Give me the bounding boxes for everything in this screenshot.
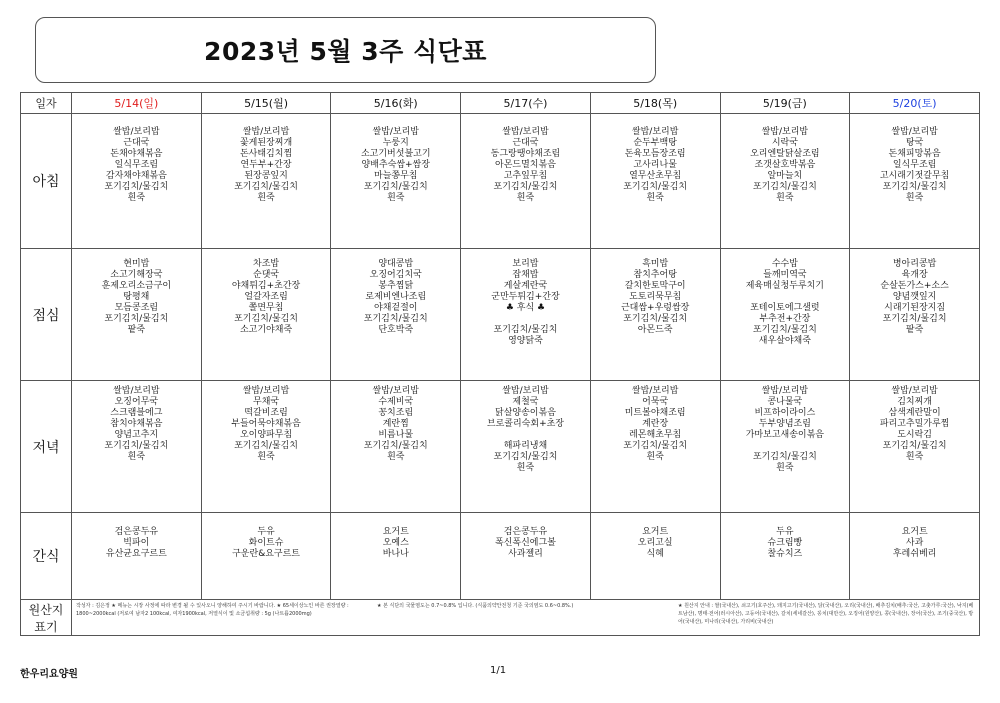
dish-item: 떡갈비조림 xyxy=(244,408,288,418)
dish-item: 오예스 xyxy=(382,538,409,548)
dish-item: 포기김치/물김치 xyxy=(363,182,428,192)
day-header-wed: 5/17(수) xyxy=(461,93,591,114)
day-header-fri: 5/19(금) xyxy=(720,93,850,114)
dish-item: 쌀밥/보리밥 xyxy=(113,386,160,396)
dish-item: 소고기해장국 xyxy=(110,270,163,280)
dish-item: 두유 xyxy=(257,527,275,537)
meal-cell xyxy=(331,249,461,381)
dish-item: 어묵국 xyxy=(642,397,669,407)
dish-item: 돈사태김치찜 xyxy=(239,149,293,159)
dish-list xyxy=(331,513,460,560)
dish-item: 소고기야채죽 xyxy=(239,325,293,335)
dish-item: 포기김치/물김치 xyxy=(234,441,298,451)
dish-item: 쌀밥/보리밥 xyxy=(502,386,549,396)
origin-row xyxy=(21,600,980,636)
meal-cell xyxy=(720,114,850,249)
dish-item: 식혜 xyxy=(646,549,664,559)
meal-row-breakfast xyxy=(21,114,980,249)
meal-cell xyxy=(461,114,591,249)
dish-item: 흰죽 xyxy=(776,463,794,473)
page-title: 2023년 5월 3주 식단표 xyxy=(204,37,487,66)
dish-item: 닭살양송이볶음 xyxy=(495,408,556,418)
dish-item: 후레쉬베리 xyxy=(892,549,937,559)
dish-item: 돈채야채볶음 xyxy=(110,149,163,159)
day-header-sun: 5/14(일) xyxy=(72,93,202,114)
dish-list xyxy=(591,513,720,560)
dish-item: 찰슈치즈 xyxy=(767,549,803,559)
dish-item: 동그랑땡야채조림 xyxy=(490,149,561,159)
dish-item: 시래기된장지짐 xyxy=(884,303,946,313)
dish-item: 탕국 xyxy=(905,138,924,148)
dish-item: 김치찌개 xyxy=(897,397,932,407)
dish-item: 차조밥 xyxy=(253,259,280,269)
dish-item: 게살계란국 xyxy=(503,281,548,291)
dish-item: 고사리나물 xyxy=(633,160,677,170)
dish-item: 포기김치/물김치 xyxy=(882,314,947,324)
dish-item: 부들어묵야채볶음 xyxy=(231,419,301,429)
dish-item: 근대국 xyxy=(123,138,150,148)
dish-item: 포기김치/물김치 xyxy=(623,314,688,324)
dish-item: 포기김치/물김치 xyxy=(234,182,298,192)
dish-item: 고추잎무침 xyxy=(503,171,548,181)
dish-list xyxy=(850,114,979,204)
day-header-tue: 5/16(화) xyxy=(331,93,461,114)
dish-item: 근대국 xyxy=(512,138,539,148)
dish-item: 흰죽 xyxy=(127,193,146,203)
dish-item: 양념깻잎지 xyxy=(892,292,937,302)
dish-list xyxy=(461,249,590,347)
dish-item: 포기김치/물김치 xyxy=(882,441,947,451)
dish-list xyxy=(721,513,850,560)
dish-item: 팥죽 xyxy=(127,325,146,335)
dish-item: 해파리냉채 xyxy=(503,441,548,451)
meal-cell xyxy=(201,249,331,381)
meal-label-lunch: 점심 xyxy=(21,249,72,381)
dish-item: 흰죽 xyxy=(127,452,146,462)
dish-list xyxy=(850,381,979,463)
dish-item: 제철국 xyxy=(512,397,539,407)
dish-item: 감자채야채볶음 xyxy=(105,171,167,181)
dish-list xyxy=(202,513,331,560)
dish-item: 쌀밥/보리밥 xyxy=(761,127,809,137)
dish-list xyxy=(202,114,331,204)
dish-item: 단호박죽 xyxy=(378,325,414,335)
dish-list xyxy=(331,381,460,463)
dish-item: 포기김치/물김치 xyxy=(363,441,428,451)
dish-item: 수수밥 xyxy=(771,259,798,269)
dish-item: 오이양파무침 xyxy=(239,430,293,440)
dish-item: 가마보고새송이볶음 xyxy=(745,430,824,440)
dish-item: 야채겉절이 xyxy=(374,303,418,313)
dish-item: 검은콩두유 xyxy=(114,527,159,537)
dish-item: 콩나물국 xyxy=(767,397,803,407)
dish-list xyxy=(591,114,720,204)
dish-item: 흰죽 xyxy=(257,193,275,203)
page-footer xyxy=(0,665,1000,685)
meal-cell xyxy=(331,381,461,513)
meal-cell xyxy=(720,249,850,381)
date-header-row xyxy=(21,93,980,114)
dish-list xyxy=(721,114,850,204)
dish-item: 순댓국 xyxy=(253,270,280,280)
dish-item: 조갯살호박볶음 xyxy=(754,160,816,170)
dish-item: 쌀밥/보리밥 xyxy=(242,386,290,396)
dish-item xyxy=(461,314,590,325)
dish-item: 아몬드죽 xyxy=(637,325,673,335)
dish-item: 군만두튀김+간장 xyxy=(491,292,560,302)
meal-row-dinner xyxy=(21,381,980,513)
dish-item: 오징어김치국 xyxy=(369,270,422,280)
meal-cell xyxy=(850,114,980,249)
dish-item: 쌀밥/보리밥 xyxy=(761,386,809,396)
dish-item: 모듬콩조림 xyxy=(114,303,159,313)
dish-item: 양배추숙쌈+쌈장 xyxy=(361,160,430,170)
dish-item: 화이트슈 xyxy=(248,538,284,548)
meal-cell xyxy=(590,381,720,513)
dish-item: 포기김치/물김치 xyxy=(752,325,817,335)
dish-item: 훈제오리소금구이 xyxy=(101,281,172,291)
dish-item: 봉추찜닭 xyxy=(378,281,414,291)
dish-item: 쌀밥/보리밥 xyxy=(242,127,290,137)
dish-item: 근대쌈+우렁쌈장 xyxy=(620,303,690,313)
dish-item: 된장콩잎지 xyxy=(244,171,288,181)
dish-item: 포기김치/물김치 xyxy=(104,441,169,451)
dish-item: 보리밥 xyxy=(512,259,539,269)
dish-list xyxy=(202,249,331,336)
dish-item: 쌀밥/보리밥 xyxy=(891,386,938,396)
meal-cell xyxy=(72,114,202,249)
dish-item: 오리고실 xyxy=(637,538,673,548)
day-header-sat: 5/20(토) xyxy=(850,93,980,114)
dish-item: 미트볼야채조림 xyxy=(624,408,686,418)
dish-item: 포기김치/물김치 xyxy=(752,182,817,192)
dish-item: 바나나 xyxy=(382,549,409,559)
dish-item: 포기김치/물김치 xyxy=(104,314,169,324)
origin-label: 원산지 표기 xyxy=(21,600,72,636)
dish-item: 꽁치조림 xyxy=(378,408,414,418)
dish-item: 삼색계란말이 xyxy=(888,408,941,418)
dish-item: 오리엔탈닭살조림 xyxy=(750,149,820,159)
dish-item: 쌀밥/보리밥 xyxy=(891,127,938,137)
dish-item: 흰죽 xyxy=(905,193,924,203)
dish-item xyxy=(461,430,590,441)
dish-list xyxy=(331,114,460,204)
dish-item: 포기김치/물김치 xyxy=(363,314,428,324)
dish-item: 흰죽 xyxy=(646,452,664,462)
origin-note: ★ 본 식단의 국물염도는 0.7~0.8% 입니다. (식품의약안전청 기준 국의염도 0.6~0.8%.) xyxy=(377,603,574,609)
dish-item: 검은콩두유 xyxy=(503,527,548,537)
dish-item: 포테이토에그샐럿 xyxy=(750,303,820,313)
dish-item: 소고기버섯불고기 xyxy=(360,149,431,159)
dish-item: 돈채피망볶음 xyxy=(888,149,941,159)
dish-item: 유산균요구르트 xyxy=(105,549,167,559)
dish-item: 수제비국 xyxy=(378,397,414,407)
dish-item: 두유 xyxy=(776,527,794,537)
meal-label-dinner: 저녁 xyxy=(21,381,72,513)
dish-item: 빅파이 xyxy=(123,538,150,548)
dish-item: 참치야채볶음 xyxy=(110,419,163,429)
dish-item: 포기김치/물김치 xyxy=(104,182,169,192)
dish-item: 흰죽 xyxy=(646,193,664,203)
meal-cell xyxy=(72,381,202,513)
meal-cell xyxy=(201,114,331,249)
dish-item: 순살돈가스+소스 xyxy=(880,281,949,291)
dish-item: 로제비엔나조림 xyxy=(365,292,427,302)
page-number: 1/1 xyxy=(490,665,507,676)
dish-item: 부추전+간장 xyxy=(759,314,811,324)
dish-item: 얼갈자조림 xyxy=(244,292,288,302)
meal-cell xyxy=(461,513,591,600)
meal-cell xyxy=(720,513,850,600)
meal-cell xyxy=(72,513,202,600)
dish-item: 비프하이라이스 xyxy=(754,408,816,418)
dish-item: 요거트 xyxy=(642,527,669,537)
dish-item: 팥죽 xyxy=(905,325,924,335)
dish-list xyxy=(72,114,201,204)
dish-item: 흑미밥 xyxy=(642,259,669,269)
title-box xyxy=(35,17,656,83)
meal-cell xyxy=(201,513,331,600)
dish-item: 흰죽 xyxy=(257,452,275,462)
dish-item: 흰죽 xyxy=(516,463,535,473)
meal-cell xyxy=(331,513,461,600)
dish-item: 두부양념조림 xyxy=(758,419,811,429)
dish-list xyxy=(72,513,201,560)
meal-cell xyxy=(331,114,461,249)
dish-item: 구운란&요구르트 xyxy=(232,549,300,559)
dish-item: 육개장 xyxy=(901,270,928,280)
dish-item: 쌀밥/보리밥 xyxy=(631,127,679,137)
dish-item: 일식무조림 xyxy=(892,160,937,170)
meal-label-snack: 간식 xyxy=(21,513,72,600)
dish-list xyxy=(721,381,850,474)
dish-item: 쫄면무침 xyxy=(248,303,284,313)
dish-item: 사과 xyxy=(905,538,924,548)
dish-item: 영양닭죽 xyxy=(508,336,543,346)
dish-item: 고시래기젓갈무침 xyxy=(879,171,950,181)
dish-item: 파리고추밀가루찜 xyxy=(879,419,950,429)
dish-list xyxy=(461,513,590,560)
dish-item: 흰죽 xyxy=(905,452,924,462)
dish-item xyxy=(721,441,850,452)
dish-list xyxy=(72,381,201,463)
dish-item: 쌀밥/보리밥 xyxy=(372,386,420,396)
dish-list xyxy=(850,513,979,560)
dish-item: 폭신폭신에그볼 xyxy=(495,538,556,548)
dish-item: 들깨미역국 xyxy=(763,270,807,280)
dish-item: 스크램블에그 xyxy=(110,408,163,418)
dish-item: 무채국 xyxy=(253,397,280,407)
dish-list xyxy=(591,381,720,463)
dish-list xyxy=(331,249,460,336)
dish-item: 꽃게된장찌개 xyxy=(239,138,293,148)
meal-cell xyxy=(461,381,591,513)
dish-item: 계란장 xyxy=(642,419,669,429)
dish-item xyxy=(721,292,850,303)
dish-item: 잡채밥 xyxy=(512,270,539,280)
origin-note: ★ 원산지 안내 : 쌀(국내산), 쇠고기(호주산), 돼지고기(국내산), 닭(국내산), 오리(국내산), 배추김치(배추:국산, 고춧가루:국산), 낙지(베트남산), 명태·전어(러시아산), 고등어(국내산), 갈치(세네갈산), 꽁치(대만산), 오징어(원양산), 콩(국내산), 장어(국산), 조기(중국산), 방어(국내산), 미나리(국내산), 가리비(국내산) xyxy=(678,603,974,625)
meal-cell xyxy=(201,381,331,513)
dish-item: 병아리콩밥 xyxy=(892,259,937,269)
meal-row-snack xyxy=(21,513,980,600)
dish-item: 갈치한토막구이 xyxy=(624,281,686,291)
dish-list xyxy=(461,114,590,204)
dish-item: 흰죽 xyxy=(516,193,535,203)
dish-item: 흰죽 xyxy=(776,193,794,203)
dish-item: 브로콜리숙회+초장 xyxy=(486,419,564,429)
dish-item: 포기김치/물김치 xyxy=(493,325,558,335)
dish-item: 포기김치/물김치 xyxy=(493,452,558,462)
dish-item: 흰죽 xyxy=(387,452,405,462)
dish-item: 포기김치/물김치 xyxy=(493,182,558,192)
dish-item: 쌀밥/보리밥 xyxy=(113,127,160,137)
meal-label-breakfast: 아침 xyxy=(21,114,72,249)
origin-note: 작성자 : 김은정 ★ 메뉴는 시장 사정에 따라 변경 될 수 있사오니 양해하여 주시기 바랍니다. ★ 65세이상노인 바른 권장열량 : 1800~2000kcal (저로여 남자2 100kcal, 여자1900kcal, 저열식이 및 소금섭취량 : 5g (나트륨2000mg) xyxy=(76,603,349,617)
dish-item: 계란찜 xyxy=(382,419,409,429)
dish-item: 참치추어탕 xyxy=(633,270,677,280)
dish-item: 포기김치/물김치 xyxy=(882,182,947,192)
meal-cell xyxy=(461,249,591,381)
dish-list xyxy=(202,381,331,463)
dish-item: 쌀밥/보리밥 xyxy=(372,127,420,137)
dish-item: 오징어무국 xyxy=(114,397,159,407)
dish-item: 포기김치/물김치 xyxy=(234,314,298,324)
dish-item: 슈크림빵 xyxy=(767,538,803,548)
dish-item: 돈육모듬장조림 xyxy=(624,149,686,159)
meal-table xyxy=(20,92,980,636)
dish-item: 순두부백탕 xyxy=(633,138,677,148)
dish-item: 알마늘치 xyxy=(767,171,803,181)
dish-item: 흰죽 xyxy=(387,193,405,203)
dish-item: 시락국 xyxy=(771,138,798,148)
dish-item: 요거트 xyxy=(382,527,409,537)
dish-list xyxy=(461,381,590,474)
dish-item: 마늘쫑무침 xyxy=(374,171,418,181)
dish-item: 사과젤리 xyxy=(508,549,543,559)
dish-item: 양념고추지 xyxy=(114,430,159,440)
dish-item: 야채튀김+초간장 xyxy=(231,281,301,291)
dish-item: 연두부+간장 xyxy=(240,160,292,170)
dish-item: 쌀밥/보리밥 xyxy=(631,386,679,396)
meal-cell xyxy=(850,381,980,513)
dish-item: 도시락김 xyxy=(897,430,932,440)
meal-cell xyxy=(590,513,720,600)
organization-name: 한우리요양원 xyxy=(20,669,78,680)
meal-cell xyxy=(720,381,850,513)
dish-item: 새우살야채죽 xyxy=(758,336,811,346)
dish-list xyxy=(850,249,979,336)
dish-list xyxy=(721,249,850,347)
dish-list xyxy=(591,249,720,336)
meal-cell xyxy=(72,249,202,381)
dish-item: 양대콩밥 xyxy=(378,259,414,269)
dish-item: 비름나물 xyxy=(378,430,414,440)
dish-item: 도토리묵무침 xyxy=(629,292,682,302)
meal-cell xyxy=(850,249,980,381)
date-header-corner: 일자 xyxy=(21,93,72,114)
dish-item: 탕평채 xyxy=(123,292,150,302)
dish-item: 쌀밥/보리밥 xyxy=(502,127,549,137)
dish-list xyxy=(72,249,201,336)
dish-item: 열무산초무침 xyxy=(629,171,682,181)
meal-cell xyxy=(590,114,720,249)
dish-item: 일식무조림 xyxy=(114,160,159,170)
dish-item: 제육매실청두루치기 xyxy=(745,281,824,291)
dish-item: 현미밥 xyxy=(123,259,150,269)
dish-item: 요거트 xyxy=(901,527,928,537)
dish-item: 포기김치/물김치 xyxy=(623,182,688,192)
dish-item: 레몬해초무침 xyxy=(629,430,682,440)
dish-item: 포기김치/물김치 xyxy=(752,452,817,462)
day-header-mon: 5/15(월) xyxy=(201,93,331,114)
dish-item: 포기김치/물김치 xyxy=(623,441,688,451)
meal-row-lunch xyxy=(21,249,980,381)
dish-item: 누룽지 xyxy=(382,138,409,148)
day-header-thu: 5/18(목) xyxy=(590,93,720,114)
meal-cell xyxy=(850,513,980,600)
origin-notes xyxy=(72,600,980,636)
dish-item: ♣ 후식 ♣ xyxy=(505,303,546,313)
meal-cell xyxy=(590,249,720,381)
dish-item: 아몬드멸치볶음 xyxy=(495,160,556,170)
